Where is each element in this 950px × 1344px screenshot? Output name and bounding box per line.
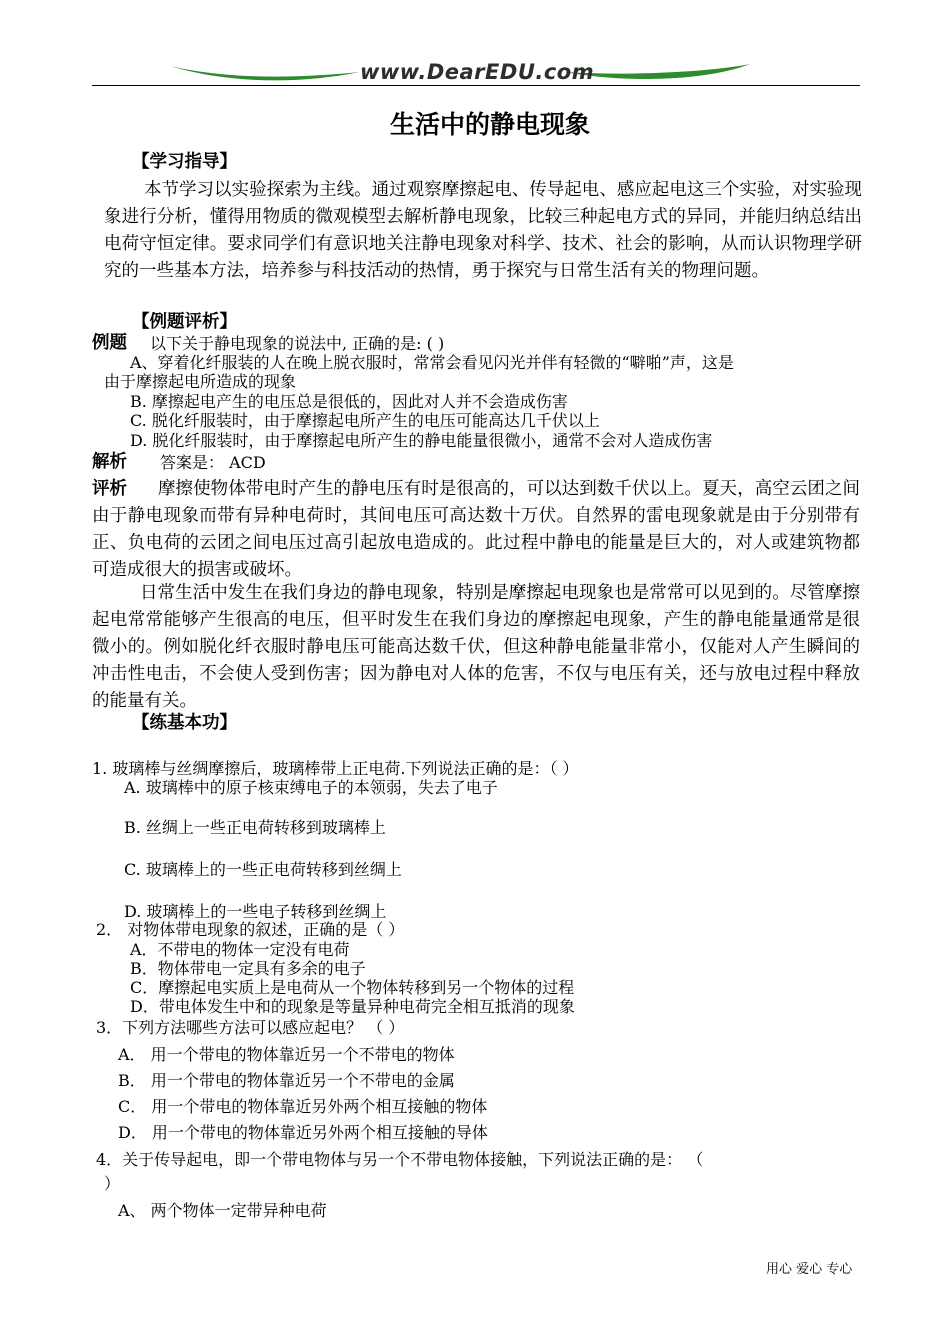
example-question: 以下关于静电现象的说法中, 正确的是: ( ) [150,334,445,353]
example-label: 例题 [92,333,127,353]
q3-option-a: A． 用一个带电的物体靠近另一个不带电的物体 [118,1045,455,1064]
page-title: 生活中的静电现象 [390,110,591,139]
comment-text: 摩擦使物体带电时产生的静电压有时是很高的，可以达到数千伏以上。夏天，高空云团之间由于静电现象而带有异种电荷时，其间电压可高达数十万伏。自然界的雷电现象就是由于分别带有正、负电荷的云团之间电压过高引起放电造成的。此过程中静电的能量是巨大的，对人或建筑物都可造成很大的损害或破坏。 [92,479,860,580]
q4-option-a: A、 两个物体一定带异种电荷 [118,1201,327,1220]
q3-option-c: C． 用一个带电的物体靠近另外两个相互接触的物体 [118,1097,488,1116]
example-option-a-line2: 由于摩擦起电所造成的现象 [104,372,297,391]
q1-stem: 1. 玻璃棒与丝绸摩擦后，玻璃棒带上正电荷.下列说法正确的是：（ ） [92,759,579,778]
practice-heading: 【练基本功】 [132,713,237,733]
q3-option-b: B． 用一个带电的物体靠近另一个不带电的金属 [118,1071,455,1090]
page-footer: 用心 爱心 专心 [766,1262,853,1277]
example-heading: 【例题评析】 [132,312,237,332]
q2-option-d: D．带电体发生中和的现象是等量异种电荷完全相互抵消的现象 [130,997,575,1016]
site-logo-text: www.DearEDU.com [360,60,595,84]
q1-option-b: B. 丝绸上一些正电荷转移到玻璃棒上 [124,818,386,837]
example-option-b: B. 摩擦起电产生的电压总是很低的，因此对人并不会造成伤害 [130,392,568,411]
q1-option-d: D. 玻璃棒上的一些电子转移到丝绸上 [124,902,387,921]
example-option-c: C. 脱化纤服装时，由于摩擦起电所产生的电压可能高达几千伏以上 [130,411,600,430]
study-guide-heading: 【学习指导】 [132,152,237,172]
study-guide-text: 本节学习以实验探索为主线。通过观察摩擦起电、传导起电、感应起电这三个实验，对实验现象进行分析，懂得用物质的微观模型去解析静电现象，比较三种起电方式的异同，并能归纳总结出电荷守恒定律。要求同学们有意识地关注静电现象对科学、技术、社会的影响，从而认识物理学研究的一些基本方法，培养参与科技活动的热情，勇于探究与日常生活有关的物理问题。 [104,180,862,281]
q2-stem: 2． 对物体带电现象的叙述，正确的是（ ） [96,920,405,939]
header-divider [92,85,860,86]
q1-option-a: A. 玻璃棒中的原子核束缚电子的本领弱，失去了电子 [124,778,498,797]
example-option-a-line1: A、穿着化纤服装的人在晚上脱衣服时，常常会看见闪光并伴有轻微的“噼啪”声，这是 [130,353,734,372]
q2-option-a: A．不带电的物体一定没有电荷 [130,940,350,959]
q2-option-b: B．物体带电一定具有多余的电子 [130,959,366,978]
q4-stem: 4．关于传导起电，即一个带电物体与另一个不带电物体接触，下列说法正确的是： （ [96,1150,704,1169]
left-swoosh-icon [170,66,360,80]
q1-option-c: C. 玻璃棒上的一些正电荷转移到丝绸上 [124,860,402,879]
q4-stem-continued: ） [104,1174,121,1193]
comment-text-2: 日常生活中发生在我们身边的静电现象，特别是摩擦起电现象也是常常可以见到的。尽管摩擦起电常常能够产生很高的电压，但平时发生在我们身边的摩擦起电现象，产生的静电能量通常是很微小的。例如脱化纤衣服时静电压可能高达数千伏，但这种静电能量非常小，仅能对人产生瞬间的冲击性电击，不会使人受到伤害；因为静电对人体的危害，不仅与电压有关，还与放电过程中释放的能量有关。 [92,583,860,711]
q3-option-d: D． 用一个带电的物体靠近另外两个相互接触的导体 [118,1123,488,1142]
comment-label: 评析 [92,479,127,499]
analysis-answer: 答案是： ACD [160,453,266,472]
q3-stem: 3．下列方法哪些方法可以感应起电？ （ ） [96,1018,405,1037]
analysis-label: 解析 [92,452,127,472]
example-option-d: D. 脱化纤服装时，由于摩擦起电所产生的静电能量很微小，通常不会对人造成伤害 [130,431,713,450]
q2-option-c: C．摩擦起电实质上是电荷从一个物体转移到另一个物体的过程 [130,978,575,997]
